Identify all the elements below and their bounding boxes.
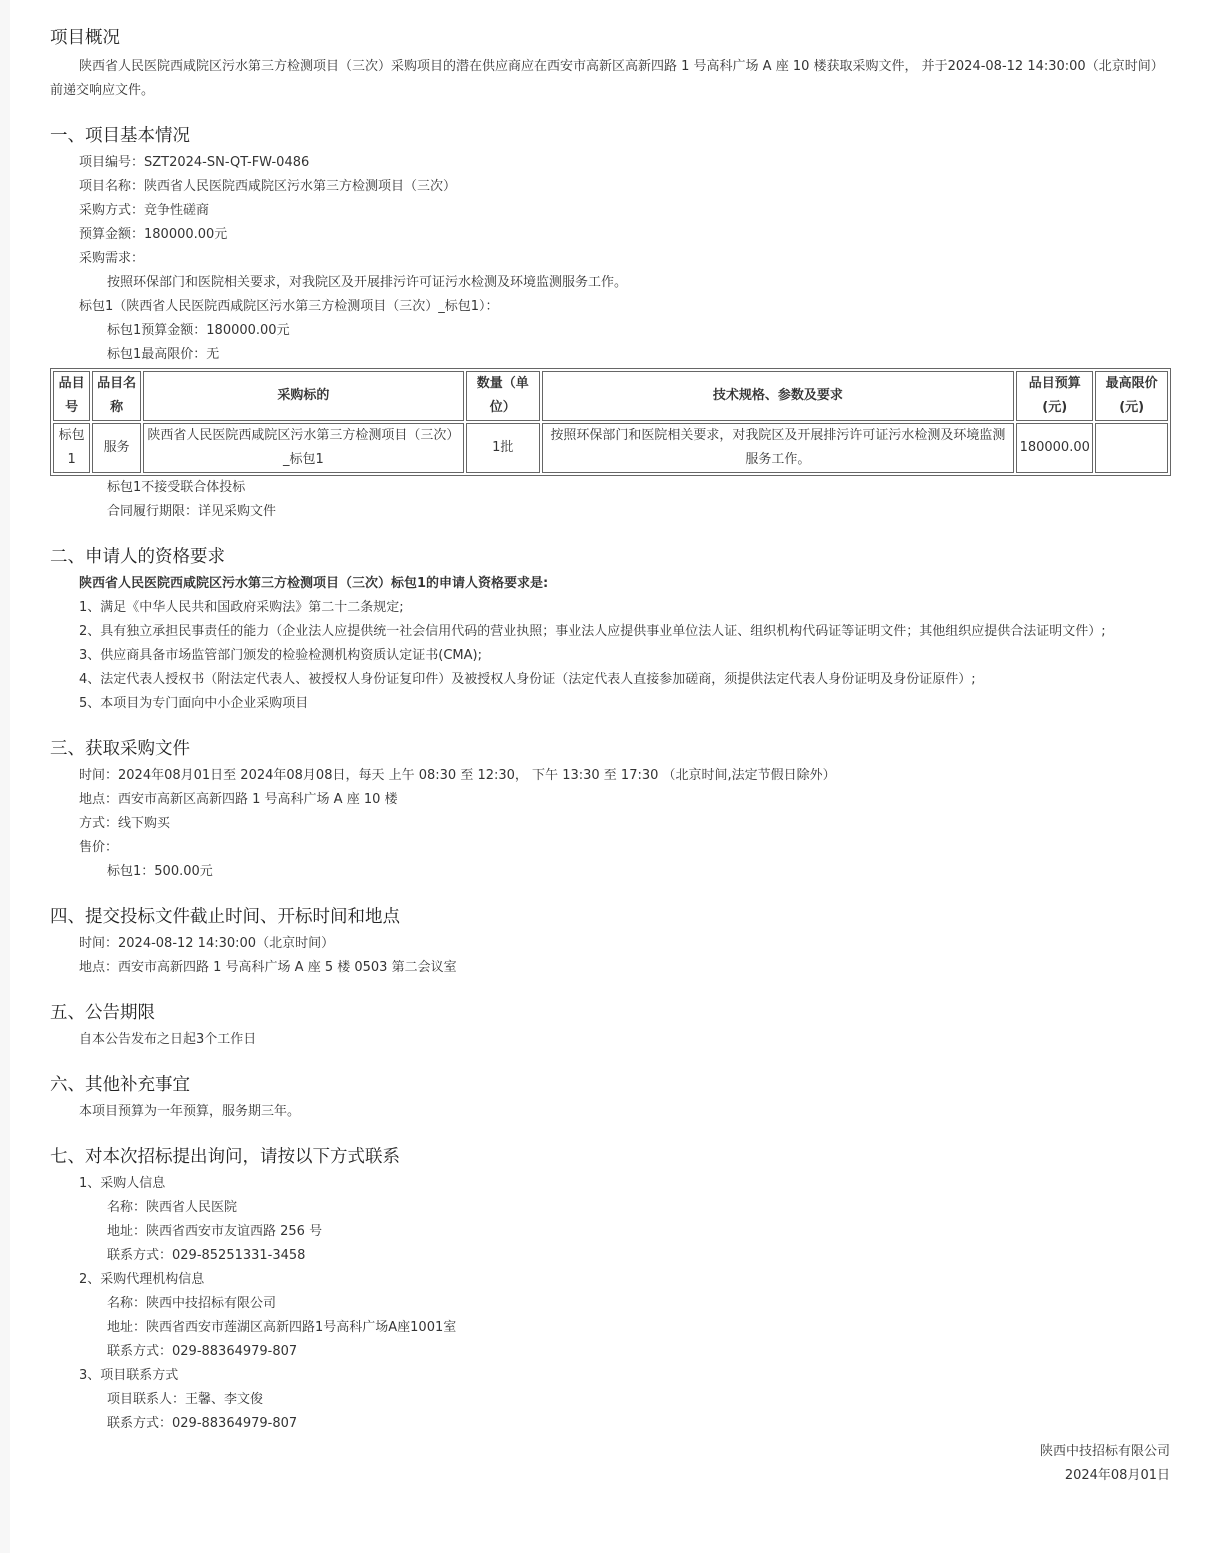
table-header-cell: 最高限价(元) xyxy=(1095,371,1168,421)
section-deadline xyxy=(50,902,1170,980)
overview-text: 陕西省人民医院西咸院区污水第三方检测项目（三次）采购项目的潜在供应商应在西安市高新区高新四路 1 号高科广场 A 座 10 楼获取采购文件， 并于2024-08-12 14:30:00（北京时间）前递交响应文件。 xyxy=(50,59,1164,98)
table-header-cell: 技术规格、参数及要求 xyxy=(542,371,1015,421)
qualification-item: 1、满足《中华人民共和国政府采购法》第二十二条规定; xyxy=(79,600,404,615)
section-other xyxy=(50,1070,1170,1124)
footer-organization: 陕西中技招标有限公司 xyxy=(1039,1444,1170,1459)
section-notice-period xyxy=(50,998,1170,1052)
price-label: 售价： xyxy=(79,840,119,855)
overview-heading: 项目概况 xyxy=(50,28,120,48)
qualification-item: 3、供应商具备市场监管部门颁发的检验检测机构资质认定证书(CMA); xyxy=(79,648,482,663)
table-cell: 180000.00 xyxy=(1016,423,1093,473)
needs-label: 采购需求： xyxy=(79,251,145,266)
left-border xyxy=(0,0,10,1553)
section-qualifications xyxy=(50,542,1170,716)
section-contact xyxy=(50,1142,1170,1436)
table-header-cell: 品目号 xyxy=(53,371,90,421)
table-header-cell: 品目名称 xyxy=(92,371,140,421)
table-header-cell: 采购标的 xyxy=(143,371,464,421)
procurement-method: 采购方式：竞争性磋商 xyxy=(79,203,210,218)
announcement xyxy=(50,23,1170,1488)
buyer-name: 名称：陕西省人民医院 xyxy=(107,1200,238,1215)
price-value: 标包1：500.00元 xyxy=(107,864,213,879)
needs-text: 按照环保部门和医院相关要求，对我院区及开展排污许可证污水检测及环境监测服务工作。 xyxy=(107,275,628,290)
table-row xyxy=(53,423,1168,473)
table-cell: 按照环保部门和医院相关要求，对我院区及开展排污许可证污水检测及环境监测服务工作。 xyxy=(542,423,1015,473)
buyer-address: 地址：陕西省西安市友谊西路 256 号 xyxy=(107,1224,323,1239)
section-5-heading: 五、公告期限 xyxy=(50,1003,155,1023)
qualification-item: 5、本项目为专门面向中小企业采购项目 xyxy=(79,696,309,711)
deadline-place: 地点：西安市高新四路 1 号高科广场 A 座 5 楼 0503 第二会议室 xyxy=(79,960,457,975)
package-budget: 标包1预算金额：180000.00元 xyxy=(107,323,290,338)
table-cell xyxy=(1095,423,1168,473)
buyer-label: 1、采购人信息 xyxy=(79,1176,166,1191)
footer-date: 2024年08月01日 xyxy=(1064,1468,1170,1483)
project-name: 项目名称：陕西省人民医院西咸院区污水第三方检测项目（三次） xyxy=(79,179,457,194)
section-get-documents xyxy=(50,734,1170,884)
table-header-cell: 品目预算(元) xyxy=(1016,371,1093,421)
contract-period: 合同履行期限：详见采购文件 xyxy=(107,504,277,519)
section-4-heading: 四、提交投标文件截止时间、开标时间和地点 xyxy=(50,907,400,927)
section-basic-info xyxy=(50,121,1170,524)
table-header-cell: 数量（单位） xyxy=(466,371,540,421)
table-cell: 陕西省人民医院西咸院区污水第三方检测项目（三次）_标包1 xyxy=(143,423,464,473)
section-7-heading: 七、对本次招标提出询问，请按以下方式联系 xyxy=(50,1147,400,1167)
project-contact-label: 3、项目联系方式 xyxy=(79,1368,179,1383)
buyer-phone: 联系方式：029-85251331-3458 xyxy=(107,1248,306,1263)
agent-label: 2、采购代理机构信息 xyxy=(79,1272,205,1287)
qualification-lead: 陕西省人民医院西咸院区污水第三方检测项目（三次）标包1的申请人资格要求是: xyxy=(79,576,549,591)
qualification-item: 2、具有独立承担民事责任的能力（企业法人应提供统一社会信用代码的营业执照；事业法人应提供事业单位法人证、组织机构代码证等证明文件；其他组织应提供合法证明文件）; xyxy=(79,624,1106,639)
section-2-heading: 二、申请人的资格要求 xyxy=(50,547,225,567)
documents-way: 方式：线下购买 xyxy=(79,816,171,831)
project-number: 项目编号：SZT2024-SN-QT-FW-0486 xyxy=(79,155,310,170)
table-header-row xyxy=(53,371,1168,421)
qualification-item: 4、法定代表人授权书（附法定代表人、被授权人身份证复印件）及被授权人身份证（法定代表人直接参加磋商，须提供法定代表人身份证明及身份证原件）; xyxy=(79,672,976,687)
budget-amount: 预算金额：180000.00元 xyxy=(79,227,228,242)
project-contact-people: 项目联系人：王馨、李文俊 xyxy=(107,1392,264,1407)
section-6-heading: 六、其他补充事宜 xyxy=(50,1075,190,1095)
project-contact-phone: 联系方式：029-88364979-807 xyxy=(107,1416,298,1431)
agent-phone: 联系方式：029-88364979-807 xyxy=(107,1344,298,1359)
deadline-time: 时间：2024-08-12 14:30:00（北京时间） xyxy=(79,936,335,951)
notice-period-text: 自本公告发布之日起3个工作日 xyxy=(79,1032,257,1047)
documents-time: 时间：2024年08月01日至 2024年08月08日，每天 上午 08:30 至 12:30， 下午 13:30 至 17:30 （北京时间,法定节假日除外） xyxy=(79,768,836,783)
agent-name: 名称：陕西中技招标有限公司 xyxy=(107,1296,277,1311)
agent-address: 地址：陕西省西安市莲湖区高新四路1号高科广场A座1001室 xyxy=(107,1320,457,1335)
package-title: 标包1（陕西省人民医院西咸院区污水第三方检测项目（三次）_标包1）： xyxy=(79,299,499,314)
items-table xyxy=(50,368,1171,476)
section-3-heading: 三、获取采购文件 xyxy=(50,739,190,759)
table-cell: 标包1 xyxy=(53,423,90,473)
package-max-price: 标包1最高限价：无 xyxy=(107,347,220,362)
section-1-heading: 一、项目基本情况 xyxy=(50,126,190,146)
no-union-bid: 标包1不接受联合体投标 xyxy=(107,480,246,495)
documents-place: 地点：西安市高新区高新四路 1 号高科广场 A 座 10 楼 xyxy=(79,792,398,807)
other-text: 本项目预算为一年预算，服务期三年。 xyxy=(79,1104,301,1119)
table-cell: 服务 xyxy=(92,423,140,473)
table-cell: 1批 xyxy=(466,423,540,473)
signature-block xyxy=(50,1440,1170,1488)
